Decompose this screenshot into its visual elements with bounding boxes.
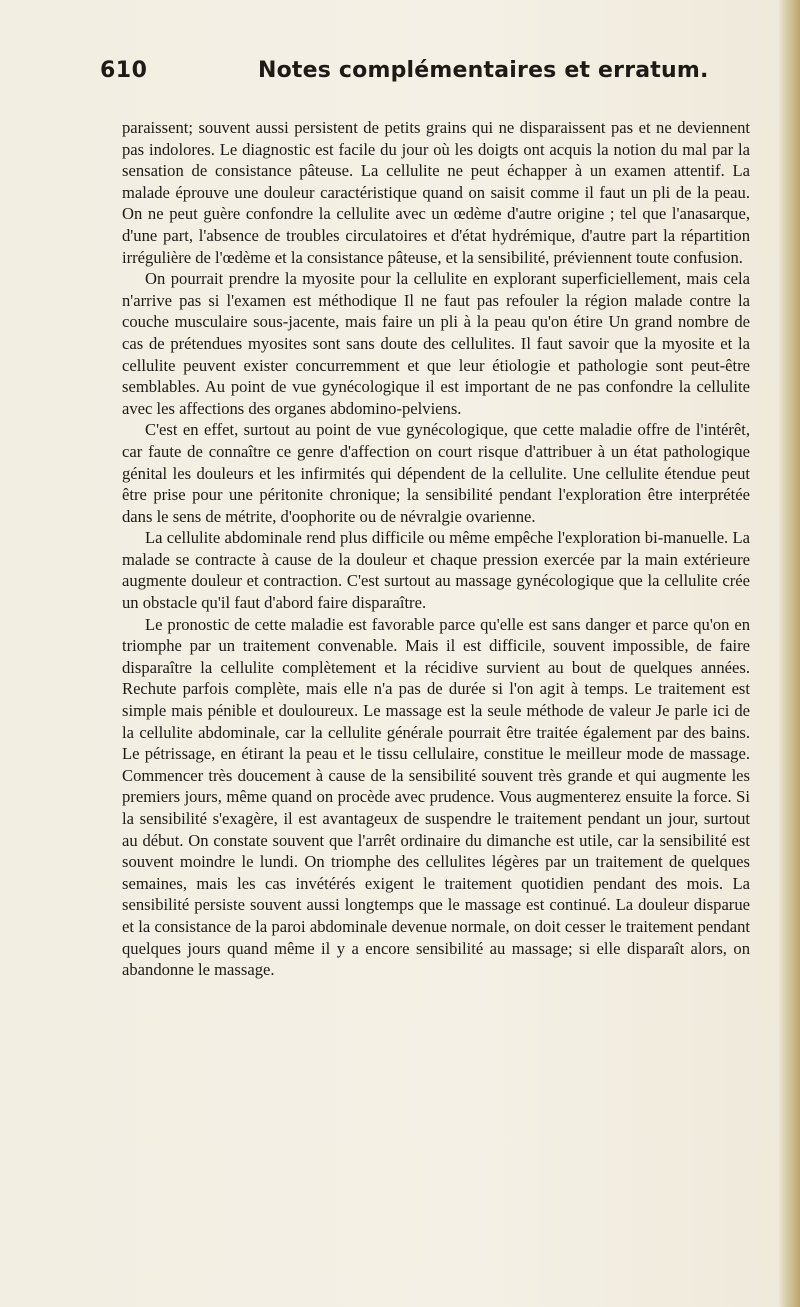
running-title: Notes complémentaires et erratum. bbox=[258, 58, 709, 83]
page-number: 610 bbox=[100, 58, 148, 83]
paragraph: C'est en effet, surtout au point de vue gynécologique, que cette maladie offre de l'intérêt, car faute de connaître ce genre d'affection on court risque d'attribuer à un état pathologique génital les douleurs et les infirmités qui dépendent de la cellulite. Une cellulite étendue peut être prise pour une péritonite chronique; la sensibilité pendant l'exploration être interprétée dans le sens de métrite, d'oophorite ou de névralgie ovarienne. bbox=[122, 420, 750, 526]
paragraph: Le pronostic de cette maladie est favorable parce qu'elle est sans danger et parce qu'on en triomphe par un traitement convenable. Mais il est difficile, souvent impossible, de faire disparaître la cellulite complètement et la récidive survient au bout de quelques années. Rechute parfois complète, mais elle n'a pas de durée si l'on agit à temps. Le traitement est simple mais pénible et douloureux. Le massage est la seule méthode de valeur Je parle ici de la cellulite abdominale, car la cellulite générale pourrait être traitée également par des bains. Le pétrissage, en étirant la peau et le tissu cellulaire, constitue le meilleur mode de massage. Commencer très doucement à cause de la sensibilité souvent très grande et qui augmente les premiers jours, même quand on procède avec prudence. Vous augmenterez ensuite la force. Si la sensibilité s'exagère, il est avantageux de suspendre le traitement pendant un jour, surtout au début. On constate souvent que l'arrêt ordinaire du dimanche est utile, car la sensibilité est souvent moindre le lundi. On triomphe des cellulites légères par un traitement de quelques semaines, mais les cas invétérés exigent le traitement quotidien pendant des mois. La sensibilité persiste souvent aussi longtemps que le massage est continué. La douleur disparue et la consistance de la paroi abdominale devenue normale, on doit cesser le traitement pendant quelques jours quand même il y a encore sensibilité au massage; si elle disparaît alors, on abandonne le massage. bbox=[122, 614, 750, 980]
paragraph: La cellulite abdominale rend plus difficile ou même empêche l'exploration bi-manuelle. La malade se contracte à cause de la douleur et chaque pression exercée par la main extérieure augmente douleur et contraction. C'est surtout au massage gynécologique que la cellulite crée un obstacle qu'il faut d'abord faire disparaître. bbox=[122, 528, 750, 613]
paragraph: On pourrait prendre la myosite pour la cellulite en explorant superficiellement, mais cela n'arrive pas si l'examen est méthodique Il ne faut pas refouler la région malade contre la couche musculaire sous-jacente, mais faire un pli à la peau qu'on étire Un grand nombre de cas de prétendues myosites sont sans doute des cellulites. Il faut savoir que la myosite et la cellulite peuvent exister concurremment et que leur étiologie et pathologie sont peut-être semblables. Au point de vue gynécologique il est important de ne pas confondre la cellulite avec les affections des organes abdomino-pelviens. bbox=[122, 269, 750, 418]
paragraph: paraissent; souvent aussi persistent de petits grains qui ne disparaissent pas et ne deviennent pas indolores. Le diagnostic est facile du jour où les doigts ont acquis la notion du mal par la sensation de consistance pâteuse. La cellulite ne peut échapper à un examen attentif. La malade éprouve une douleur caractéristique quand on saisit comme il faut un pli de la peau. On ne peut guère confondre la cellulite avec un œdème d'autre origine ; tel que l'anasarque, d'une part, l'absence de troubles circulatoires et d'état hydrémique, d'autre part la répartition irrégulière de l'œdème et la consistance pâteuse, et la sensibilité, préviennent toute confusion. bbox=[122, 118, 750, 267]
body-text bbox=[122, 117, 750, 981]
page-edge bbox=[778, 0, 800, 1307]
page-header bbox=[100, 58, 740, 98]
